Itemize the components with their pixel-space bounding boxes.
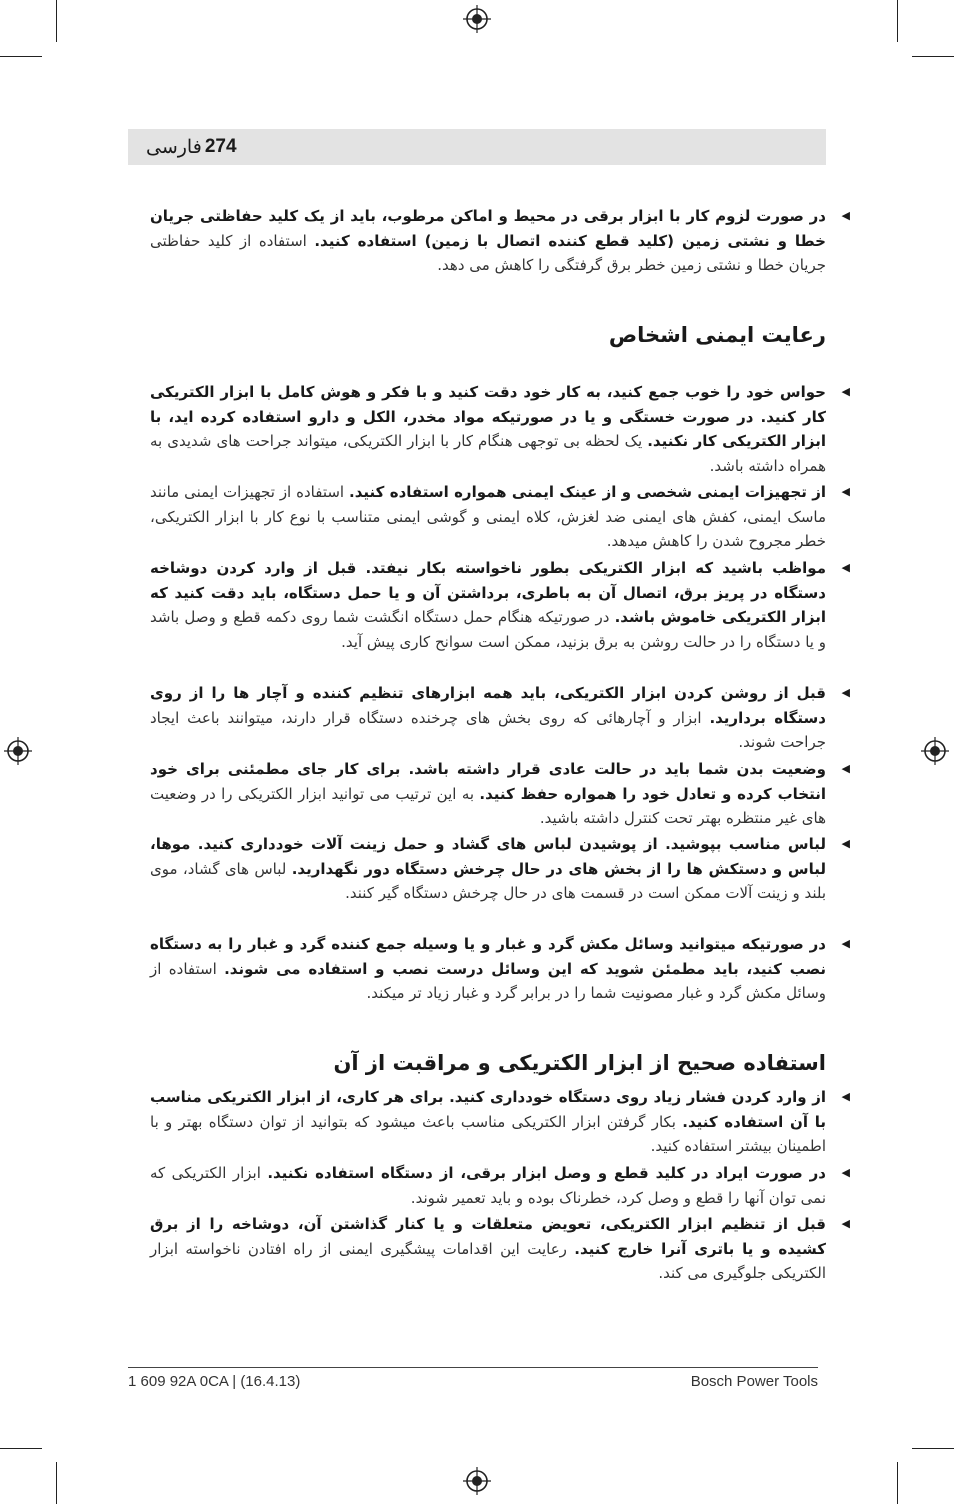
list-item [150, 480, 850, 554]
crop-mark [912, 56, 954, 57]
crop-mark [0, 1448, 42, 1449]
item-bold-text: وضعیت بدن شما باید در حالت عادی قرار داشته باشد. برای کار جای مطمئنی برای خود انتخاب کرده و تعادل خود را همواره حفظ کنید. [150, 760, 826, 803]
registration-mark-icon [463, 1467, 491, 1495]
item-bold-text: قبل از تنظیم ابزار الکتریکی، تعویض متعلقات و یا کنار گذاشتن آن، دوشاخه را از برق کشیده و یا باتری آنرا خارج کنید. [150, 1215, 826, 1258]
triangle-bullet-icon: ◀ [841, 1166, 850, 1179]
item-bold-text: از تجهیزات ایمنی شخصی و از عینک ایمنی همواره استفاده کنید. [349, 483, 827, 501]
crop-mark [0, 56, 42, 57]
list-item [150, 681, 850, 755]
list-item [150, 204, 850, 278]
item-bold-text: حواس خود را خوب جمع کنید، به کار خود دقت کنید و با فکر و هوش کامل با ابزار الکتریکی کار کنید. در صورت خستگی و یا در صورتیکه مواد مخدر، الکل و دارو استفاده کرده اید، با ابزار الکتریکی کار نکنید. [150, 383, 826, 450]
page-header [128, 129, 826, 165]
list-item [150, 1161, 850, 1210]
registration-mark-icon [921, 737, 949, 765]
triangle-bullet-icon: ◀ [841, 837, 850, 850]
list-item [150, 757, 850, 831]
item-bold-text: از وارد کردن فشار زیاد روی دستگاه خودداری کنید. برای هر کاری، از ابزار الکتریکی مناسب با آن استفاده کنید. [150, 1088, 826, 1131]
triangle-bullet-icon: ◀ [841, 561, 850, 574]
item-bold-text: در صورت لزوم کار با ابزار برقی در محیط و اماکن مرطوب، باید از یک کلید حفاظتی جریان خطا و نشتی زمین (کلید قطع کننده اتصال با زمین) استفاده کنید. [150, 207, 826, 250]
section-heading-personal-safety: رعایت ایمنی اشخاص [608, 323, 826, 347]
item-bold-text: مواظب باشید که ابزار الکتریکی بطور ناخواسته بکار نیفتد. قبل از وارد کردن دوشاخه دستگاه در پریز برق، اتصال آن به باطری، برداشتن آن و یا حمل دستگاه، باید دقت کنید که ابزار الکتریکی خاموش باشد. [150, 559, 826, 626]
item-text: یک لحظه بی توجهی هنگام کار با ابزار الکتریکی، میتواند جراحت های شدیدی به همراه داشته باشد. [150, 432, 826, 475]
registration-mark-icon [463, 5, 491, 33]
triangle-bullet-icon: ◀ [841, 1217, 850, 1230]
item-text: ابزار الکتریکی که نمی توان آنها را قطع و وصل کرد، خطرناک بوده و باید تعمیر شوند. [150, 1164, 826, 1207]
triangle-bullet-icon: ◀ [841, 762, 850, 775]
item-text: لباس های گشاد، موی بلند و زینت آلات ممکن است در قسمت های در حال چرخش دستگاه گیر کنند. [150, 859, 826, 902]
crop-mark [56, 1462, 57, 1504]
item-text: به این ترتیب می توانید ابزار الکتریکی را در وضعیت های غیر منتظره بهتر تحت کنترل داشته باشید. [150, 784, 826, 827]
item-text: استفاده از کلید حفاظتی جریان خطا و نشتی زمین خطر برق گرفتگی را کاهش می دهد. [150, 231, 826, 274]
item-bold-text: در صورتیکه میتوانید وسائل مکش گرد و غبار و یا وسیله جمع کننده گرد و غبار را به دستگاه نصب کنید، باید مطمئن شوید که این وسائل درست نصب و استفاده می شوند. [150, 935, 826, 978]
item-bold-text: لباس مناسب بپوشید. از پوشیدن لباس های گشاد و حمل زینت آلات خودداری کنید. موها، لباس و دستکش ها را از بخش های در حال چرخش دستگاه دور نگهدارید. [150, 835, 827, 878]
item-text: در صورتیکه هنگام حمل دستگاه انگشت شما روی دکمه قطع و وصل باشد و یا دستگاه را در حالت روشن به برق بزنید، ممکن است سوانح کاری پیش آید. [150, 608, 826, 651]
registration-mark-icon [4, 737, 32, 765]
crop-mark [897, 0, 898, 42]
item-text: استفاده از تجهیزات ایمنی مانند ماسک ایمنی، کفش های ایمنی ضد لغزش، کلاه ایمنی و گوشی ایمنی متناسب با نوع کار با ابزار الکتریکی، خطر مجروح شدن را کاهش میدهد. [150, 483, 826, 550]
triangle-bullet-icon: ◀ [841, 485, 850, 498]
triangle-bullet-icon: ◀ [841, 937, 850, 950]
crop-mark [912, 1448, 954, 1449]
triangle-bullet-icon: ◀ [841, 209, 850, 222]
triangle-bullet-icon: ◀ [841, 1090, 850, 1103]
list-item [150, 556, 850, 654]
item-text: بکار گرفتن ابزار الکتریکی مناسب باعث میشود که بتوانید از توان دستگاه بهتر و با اطمینان بیشتر استفاده کنید. [150, 1112, 826, 1155]
item-bold-text: در صورت ایراد در کلید قطع و وصل ابزار برقی، از دستگاه استفاده نکنید. [267, 1164, 826, 1182]
list-item [150, 932, 850, 1006]
item-text: ابزار و آچارهائی که روی بخش های چرخنده دستگاه قرار دارند، میتوانند باعث ایجاد جراحت شوند. [150, 708, 826, 751]
list-item [150, 832, 850, 906]
crop-mark [56, 0, 57, 42]
footer-doc-id: 1 609 92A 0CA | (16.4.13) [128, 1373, 301, 1390]
footer-divider [128, 1367, 818, 1368]
item-text: رعایت این اقدامات پیشگیری ایمنی از راه افتادن ناخواسته ابزار الکتریکی جلوگیری می کند. [150, 1239, 826, 1282]
list-item [150, 1212, 850, 1286]
footer-brand: Bosch Power Tools [690, 1373, 818, 1390]
list-item [150, 1085, 850, 1159]
list-item [150, 380, 850, 478]
section-heading-tool-use: استفاده صحیح از ابزار الکتریکی و مراقبت از آن [333, 1051, 826, 1075]
item-text: استفاده از وسائل مکش گرد و غبار مصونیت شما را در برابر گرد و غبار زیاد تر میکند. [150, 959, 826, 1002]
page-number: 274 [204, 136, 237, 157]
item-bold-text: قبل از روشن کردن ابزار الکتریکی، باید همه ابزارهای تنظیم کننده و آچار ها را از روی دستگاه بردارید. [150, 684, 826, 727]
triangle-bullet-icon: ◀ [841, 686, 850, 699]
language-label: فارسی [146, 136, 202, 158]
crop-mark [897, 1462, 898, 1504]
triangle-bullet-icon: ◀ [841, 385, 850, 398]
